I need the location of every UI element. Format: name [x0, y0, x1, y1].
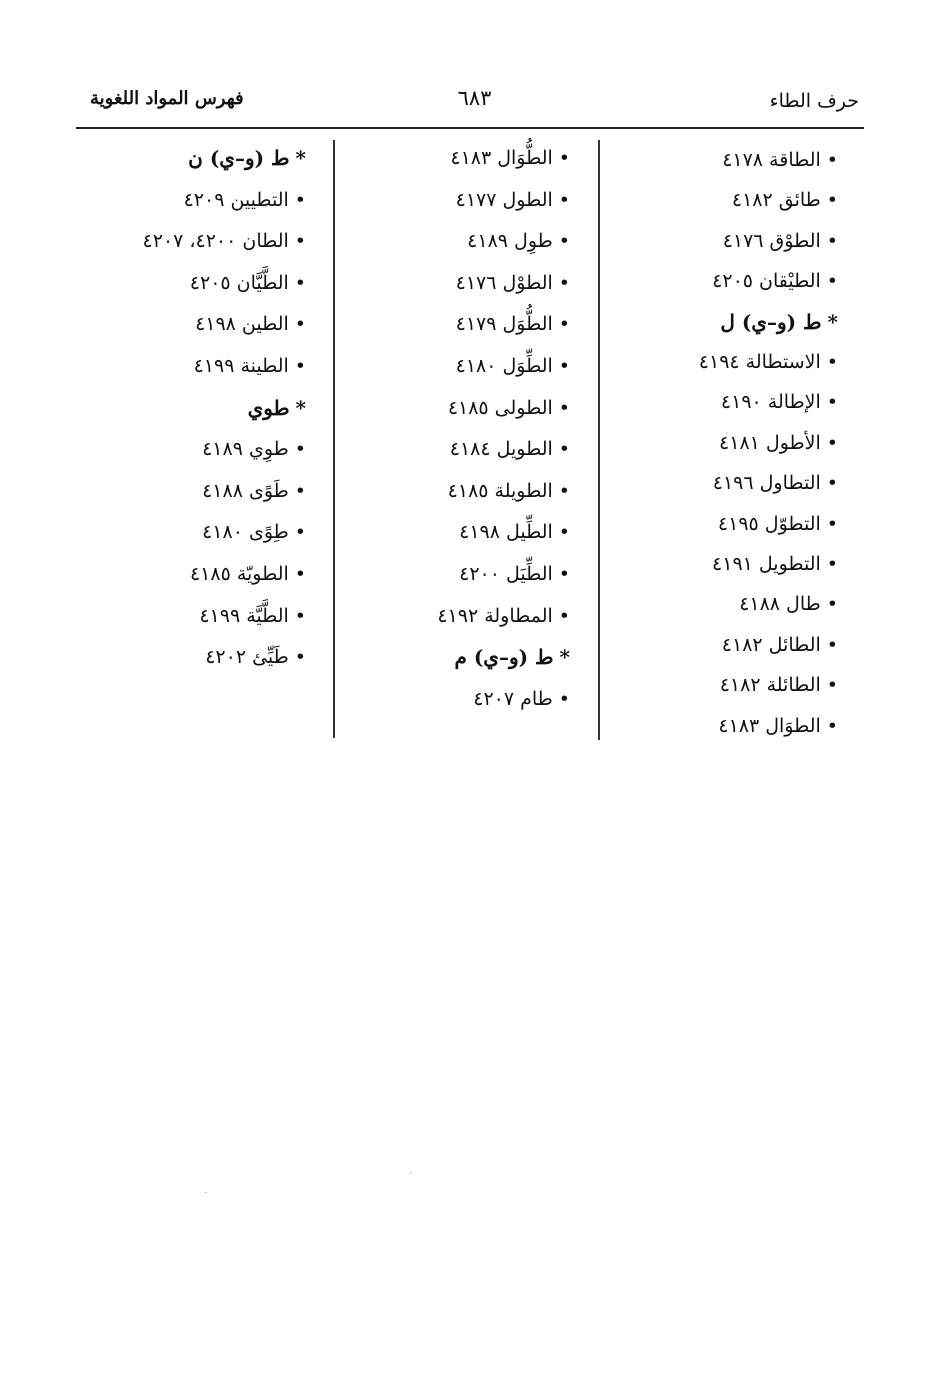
bullet-marker: •: [294, 230, 306, 253]
entry-text: طام ٤٢٠٧: [473, 687, 553, 710]
index-entry: [190, 562, 306, 586]
index-entry: [202, 437, 306, 461]
star-marker: *: [295, 146, 306, 170]
entry-text: الطِّوَل ٤١٨٠: [455, 355, 553, 377]
entry-text: طِوًى ٤١٨٠: [202, 521, 289, 544]
index-entry: [184, 188, 306, 212]
heading-text: طوي: [247, 395, 290, 420]
bullet-marker: •: [826, 593, 838, 616]
heading-text: ط (و–ي) ن: [188, 146, 290, 170]
index-entry: [195, 312, 306, 336]
star-marker: *: [827, 309, 838, 334]
bullet-marker: •: [558, 604, 570, 627]
index-entry: [456, 354, 570, 378]
index-entry: [723, 229, 838, 253]
entry-text: الطين ٤١٩٨: [195, 313, 289, 336]
bullet-marker: •: [826, 512, 838, 535]
index-entry: [712, 552, 838, 576]
heading-text: ط (و–ي) ل: [720, 309, 822, 334]
bullet-marker: •: [826, 674, 838, 697]
bullet-marker: •: [294, 479, 306, 502]
entry-text: المطاولة ٤١٩٢: [437, 604, 553, 627]
root-heading: [248, 396, 306, 420]
index-entry: [721, 390, 838, 414]
bullet-marker: •: [826, 149, 838, 171]
column-divider-right: [598, 140, 600, 740]
index-entry: [473, 687, 570, 711]
index-entry: [732, 188, 838, 212]
entry-text: الأطول ٤١٨١: [719, 431, 821, 454]
entry-text: الطولى ٤١٨٥: [447, 396, 553, 419]
header-rule: [76, 127, 864, 129]
index-entry: [713, 471, 838, 495]
root-heading: [188, 146, 306, 170]
entry-text: الطائلة ٤١٨٢: [719, 674, 821, 697]
index-entry: [456, 271, 570, 295]
entry-text: طوِي ٤١٨٩: [202, 438, 289, 461]
index-entry: [450, 146, 570, 170]
entry-text: الطان ٤٢٠٠، ٤٢٠٧: [142, 230, 289, 253]
index-entry: [202, 520, 306, 544]
index-entry: [456, 188, 570, 212]
heading-text: ط (و–ي) م: [454, 645, 554, 670]
bullet-marker: •: [826, 472, 838, 495]
index-entry: [448, 479, 570, 503]
index-title: فهرس المواد اللغوية: [90, 88, 244, 109]
bullet-marker: •: [826, 431, 838, 454]
bullet-marker: •: [558, 313, 570, 336]
entry-text: الطَّيَّان ٤٢٠٥: [189, 271, 289, 294]
bullet-marker: •: [826, 189, 838, 212]
bullet-marker: •: [558, 355, 570, 377]
bullet-marker: •: [294, 521, 306, 544]
bullet-marker: •: [826, 391, 838, 414]
entry-text: الطُّوَال ٤١٨٣: [450, 147, 553, 169]
bullet-marker: •: [558, 230, 570, 253]
bullet-marker: •: [558, 438, 570, 461]
index-entry: [190, 271, 306, 295]
index-entry: [467, 229, 570, 253]
index-entry: [143, 229, 306, 253]
entry-text: طوِل ٤١٨٩: [467, 230, 553, 253]
entry-text: الطاقة ٤١٧٨: [722, 149, 821, 171]
bullet-marker: •: [294, 188, 306, 211]
index-entry: [437, 604, 570, 628]
index-entry: [194, 354, 306, 378]
bullet-marker: •: [826, 553, 838, 575]
index-entry: [205, 645, 306, 669]
bullet-marker: •: [558, 479, 570, 502]
entry-text: الطوْل ٤١٧٦: [455, 271, 553, 294]
bullet-marker: •: [294, 646, 306, 669]
bullet-marker: •: [558, 521, 570, 544]
bullet-marker: •: [826, 351, 838, 373]
index-entry: [720, 673, 838, 697]
entry-text: التطويل ٤١٩١: [712, 553, 821, 575]
entry-text: الإطالة ٤١٩٠: [720, 391, 821, 414]
page-header: [0, 78, 949, 118]
index-entry: [718, 512, 838, 536]
entry-text: الطَّيَّة ٤١٩٩: [199, 604, 289, 627]
index-entry: [456, 312, 570, 336]
scan-speck: [205, 1192, 207, 1193]
star-marker: *: [295, 395, 306, 420]
entry-text: الطيْقان ٤٢٠٥: [712, 270, 821, 293]
entry-text: التطوّل ٤١٩٥: [717, 512, 821, 535]
index-entry: [722, 148, 838, 172]
index-entry: [199, 604, 306, 628]
entry-text: طائق ٤١٨٢: [731, 189, 821, 212]
index-entry: [712, 269, 838, 293]
entry-text: طال ٤١٨٨: [739, 593, 821, 616]
star-marker: *: [559, 645, 570, 670]
section-title: حرف الطاء: [769, 90, 859, 112]
entry-text: الطوْق ٤١٧٦: [722, 229, 821, 252]
bullet-marker: •: [294, 604, 306, 627]
entry-text: الطول ٤١٧٧: [455, 188, 553, 211]
index-entry: [450, 437, 570, 461]
entry-text: الطُّوَل ٤١٧٩: [455, 313, 553, 336]
bullet-marker: •: [558, 271, 570, 294]
column-divider-left: [333, 140, 335, 738]
bullet-marker: •: [294, 313, 306, 336]
entry-text: الطوَال ٤١٨٣: [718, 714, 821, 737]
entry-text: الطويّة ٤١٨٥: [189, 563, 289, 585]
index-entry: [719, 431, 838, 455]
bullet-marker: •: [558, 396, 570, 419]
entry-text: الاستطالة ٤١٩٤: [698, 351, 821, 373]
bullet-marker: •: [294, 271, 306, 294]
root-heading: [454, 645, 570, 669]
entry-text: طَوًى ٤١٨٨: [202, 479, 289, 502]
index-entry: [722, 633, 838, 657]
entry-text: الطويلة ٤١٨٥: [447, 479, 553, 502]
index-entry: [202, 479, 306, 503]
scan-speck: [410, 1172, 412, 1173]
bullet-marker: •: [294, 438, 306, 461]
entry-text: التطاول ٤١٩٦: [712, 472, 821, 495]
root-heading: [720, 310, 838, 334]
entry-text: الطينة ٤١٩٩: [193, 355, 289, 377]
index-entry: [448, 396, 570, 420]
bullet-marker: •: [826, 714, 838, 737]
entry-text: طَيِّئ ٤٢٠٢: [205, 646, 289, 669]
bullet-marker: •: [826, 633, 838, 656]
entry-text: الطويل ٤١٨٤: [449, 438, 553, 461]
bullet-marker: •: [826, 270, 838, 293]
entry-text: الطائل ٤١٨٢: [721, 633, 821, 656]
bullet-marker: •: [558, 147, 570, 169]
index-entry: [459, 520, 570, 544]
bullet-marker: •: [826, 229, 838, 252]
index-entry: [699, 350, 838, 374]
bullet-marker: •: [294, 563, 306, 585]
bullet-marker: •: [558, 687, 570, 710]
bullet-marker: •: [558, 563, 570, 585]
page-number: ٦٨٣: [457, 86, 492, 110]
index-entry: [459, 562, 570, 586]
entry-text: التطيين ٤٢٠٩: [183, 188, 289, 211]
index-entry: [718, 714, 838, 738]
index-entry: [739, 592, 838, 616]
bullet-marker: •: [294, 355, 306, 377]
entry-text: الطِّيَل ٤٢٠٠: [459, 563, 553, 585]
entry-text: الطِّيل ٤١٩٨: [459, 521, 553, 544]
bullet-marker: •: [558, 188, 570, 211]
